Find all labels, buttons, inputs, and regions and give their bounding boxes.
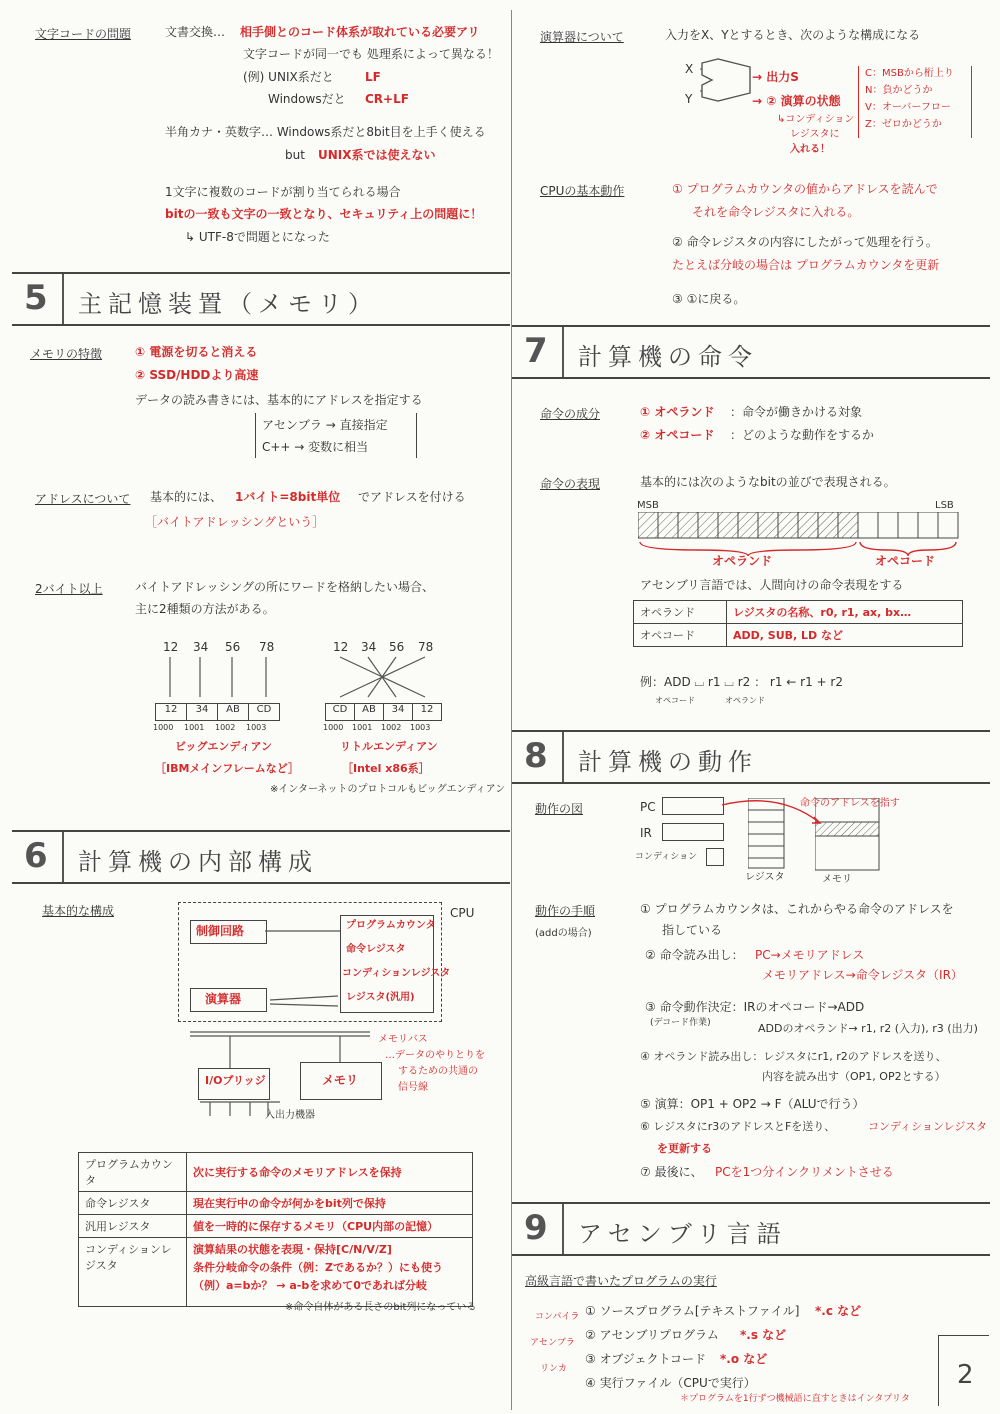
mem-feat1: ① 電源を切ると消える: [135, 345, 258, 359]
sec8-title: 計算機の動作: [578, 748, 758, 776]
flag-n: N：負かどうか: [865, 85, 933, 96]
pc-pointer-note: 命令のアドレスを指す: [800, 798, 900, 809]
little-endian-name: リトルエンディアン: [340, 740, 438, 753]
table-row: 汎用レジスタ 値を一時的に保存するメモリ（CPU内部の記憶）: [79, 1215, 473, 1238]
big-addr-2: 1002: [215, 723, 236, 732]
alu-intro: 入力をX、Yとするとき、次のような構成になる: [665, 28, 921, 42]
step3b: (デコード作業): [650, 1018, 711, 1028]
alu-state-sub2: レジスタに: [790, 129, 840, 140]
big-addr-1: 1001: [184, 723, 205, 732]
char-code-line4a: Windowsだと: [268, 92, 346, 106]
sec5-number: 5: [24, 278, 48, 318]
pc-box: [662, 797, 724, 815]
char-code-line6b: UNIX系では使えない: [318, 148, 436, 162]
big-byte-3: CD: [248, 703, 280, 721]
little-byte-0: CD: [325, 703, 355, 721]
little-addr-2: 1002: [381, 723, 402, 732]
step3a: ③ 命令動作決定：IRのオペコード→ADD: [645, 1000, 865, 1014]
big-addr-0: 1000: [153, 723, 174, 732]
instr-repr-line: 基本的には次のようなbitの並びで表現される。: [640, 475, 896, 489]
hll-note: ＊プログラムを1行ずつ機械語に直すときはインタプリタ: [680, 1394, 910, 1404]
alu-y: Y: [685, 92, 693, 106]
char-code-line3a: (例) UNIX系だと: [243, 70, 334, 84]
addr-line1b: 1バイト=8bit単位: [235, 490, 341, 504]
big-top-1: 34: [193, 640, 209, 654]
op-fig-label: 動作の図: [535, 802, 584, 816]
reg-0: プログラムカウンタ: [346, 920, 436, 931]
step5: ⑤ 演算：OP1 + OP2 → F（ALUで行う）: [640, 1097, 865, 1111]
big-endian-name: ビッグエンディアン: [175, 740, 273, 753]
tool-assembler: アセンブラ: [530, 1338, 575, 1348]
alu-out: → 出力S: [752, 70, 799, 84]
little-top-2: 56: [389, 640, 405, 654]
step1a: ① プログラムカウンタは、これからやる命令のアドレスを: [640, 902, 954, 916]
char-code-line1b: 相手側とのコード体系が取れている必要アリ: [240, 25, 480, 39]
little-top-3: 78: [418, 640, 434, 654]
reg-2: コンディションレジスタ: [342, 968, 451, 979]
flag-v: V：オーバーフロー: [865, 102, 951, 113]
char-code-line8: bitの一致も文字の一致となり、セキュリティ上の問題に！: [165, 207, 483, 221]
instr-repr-label: 命令の表現: [540, 477, 601, 491]
io-device: 入出力機器: [265, 1110, 315, 1121]
mem-rw-line: データの読み書きには、基本的にアドレスを指定する: [135, 393, 423, 407]
char-code-line7: 1文字に複数のコードが割り当てられる場合: [165, 185, 401, 199]
hll-item-2a: ③ オブジェクトコード: [585, 1352, 707, 1366]
pc-label: PC: [640, 800, 656, 814]
hll-item-0a: ① ソースプログラム[テキストファイル]: [585, 1304, 800, 1318]
steps-sub: (addの場合): [535, 928, 592, 939]
step2c: メモリアドレス→命令レジスタ（IR）: [762, 968, 963, 982]
little-byte-2: 34: [383, 703, 413, 721]
mem-feat2: ② SSD/HDDより高速: [135, 368, 259, 382]
msb-label: MSB: [637, 500, 659, 511]
sec7-title: 計算機の命令: [578, 343, 758, 371]
big-addr-3: 1003: [246, 723, 267, 732]
sec5-title: 主記憶装置（メモリ）: [78, 290, 378, 318]
reg-3: レジスタ(汎用): [346, 992, 415, 1003]
operand-brace-label: オペランド: [712, 554, 773, 568]
cpu-step1b: それを命令レジスタに入れる。: [692, 205, 860, 219]
instr-e2a: ② オペコード: [640, 428, 715, 442]
alu-x: X: [685, 62, 694, 76]
little-byte-3: 12: [412, 703, 442, 721]
two-byte-line1: バイトアドレッシングの所にワードを格納したい場合、: [135, 580, 434, 594]
sec6-note: ※命令自体がある長さのbit列になっている: [285, 1302, 477, 1313]
little-top-1: 34: [361, 640, 377, 654]
little-addr-1: 1001: [352, 723, 373, 732]
two-byte-line2: 主に2種類の方法がある。: [135, 602, 275, 616]
char-code-line4b: CR+LF: [365, 92, 409, 106]
table-row: コンディションレジスタ 演算結果の状態を表現・保持[C/N/V/Z] 条件分岐命令の条件（例：Zであるか？）にも使う （例）a=bか？ → a-bを求めて0であれば分岐: [79, 1238, 473, 1307]
cpu-step2a: ② 命令レジスタの内容にしたがって処理を行う。: [672, 235, 938, 249]
cpu-label: CPU: [450, 906, 475, 920]
two-byte-label: 2バイト以上: [35, 582, 103, 596]
step7a: ⑦ 最後に、: [640, 1165, 703, 1179]
little-top-0: 12: [333, 640, 349, 654]
ctrl-circuit: 制御回路: [196, 924, 245, 938]
char-code-line1a: 文書交換…: [165, 25, 226, 39]
step3c: ADDのオペランド→ r1, r2 (入力), r3 (出力): [758, 1022, 978, 1035]
step6b: コンディションレジスタ: [868, 1120, 988, 1133]
big-endian-ex: ［IBMメインフレームなど］: [155, 762, 299, 775]
hll-item-3a: ④ 実行ファイル（CPUで実行）: [585, 1376, 756, 1390]
addr-line2: ［バイトアドレッシングという］: [145, 515, 325, 529]
big-byte-0: 12: [155, 703, 187, 721]
flag-c: C：MSBから桁上り: [865, 68, 954, 79]
little-addr-3: 1003: [410, 723, 431, 732]
asm-example-sub2: オペランド: [725, 696, 765, 705]
instr-e2b: ：どのような動作をするか: [730, 428, 875, 442]
cond-label: コンディション: [635, 852, 698, 862]
char-code-line5: 半角カナ・英数字… Windows系だと8bit目を上手く使える: [165, 125, 486, 139]
reg-1: 命令レジスタ: [346, 944, 406, 955]
lsb-label: LSB: [935, 500, 954, 511]
steps-label: 動作の手順: [535, 904, 596, 918]
little-byte-1: AB: [354, 703, 384, 721]
char-code-line6a: but: [285, 148, 305, 162]
char-code-line3b: LF: [365, 70, 381, 84]
alu-section-label: 演算器について: [540, 30, 624, 44]
ir-box: [662, 823, 724, 841]
step1b: 指している: [662, 923, 723, 937]
little-addr-0: 1000: [323, 723, 344, 732]
alu-label: 演算器: [205, 992, 242, 1006]
basic-config-label: 基本的な構成: [42, 904, 115, 918]
big-byte-1: 34: [186, 703, 218, 721]
addr-label: アドレスについて: [35, 492, 131, 506]
alu-state: → ② 演算の状態: [752, 94, 841, 108]
step6c: を更新する: [657, 1142, 712, 1155]
tool-compiler: コンパイラ: [535, 1312, 580, 1322]
big-top-0: 12: [163, 640, 179, 654]
ir-label: IR: [640, 826, 652, 840]
table-row: オペコード ADD, SUB, LD など: [634, 624, 963, 647]
asm-example: 例：ADD ⌴ r1 ⌴ r2 ： r1 ← r1 + r2: [640, 675, 843, 689]
cpu-step1a: ① プログラムカウンタの値からアドレスを読んで: [672, 182, 938, 196]
table-row: プログラムカウンタ 次に実行する命令のメモリアドレスを保持: [79, 1153, 473, 1192]
addr-line1c: でアドレスを付ける: [358, 490, 466, 504]
char-code-line9: ↳ UTF-8で問題とになった: [185, 230, 330, 244]
mem-label-8: メモリ: [822, 874, 852, 885]
hll-item-1a: ② アセンブリプログラム: [585, 1328, 719, 1342]
instr-e1a: ① オペランド: [640, 405, 715, 419]
cpu-step3: ③ ①に戻る。: [672, 292, 746, 306]
bus-note-3: するための共通の: [398, 1066, 478, 1077]
big-byte-2: AB: [217, 703, 249, 721]
page-number: 2: [957, 1360, 974, 1390]
mem-asm-line: アセンブラ → 直接指定: [262, 418, 388, 432]
flag-z: Z：ゼロかどうか: [865, 119, 942, 130]
cond-box: [706, 848, 724, 866]
sec6-number: 6: [24, 836, 48, 876]
instr-e1b: ：命令が働きかける対象: [730, 405, 863, 419]
alu-state-sub3: 入れる！: [790, 144, 830, 155]
io-bridge: I/Oブリッジ: [205, 1074, 266, 1087]
asm-table: [633, 600, 963, 647]
table-row: 命令レジスタ 現在実行中の命令が何かをbit列で保持: [79, 1192, 473, 1215]
memory-label: メモリ: [322, 1073, 359, 1087]
asm-repr-line: アセンブリ言語では、人間向けの命令表現をする: [640, 578, 904, 592]
table-row: オペランド レジスタの名称、r0, r1, ax, bx…: [634, 601, 963, 624]
hll-item-2b: *.o など: [720, 1352, 768, 1366]
reg-label: レジスタ: [745, 872, 785, 883]
step6a: ⑥ レジスタにr3のアドレスとFを送り、: [640, 1120, 836, 1133]
step4a: ④ オペランド読み出し：レジスタにr1, r2のアドレスを送り、: [640, 1050, 947, 1063]
sec8-number: 8: [524, 736, 548, 776]
center-divider: [511, 10, 512, 1410]
tool-linker: リンカ: [540, 1364, 568, 1374]
big-top-2: 56: [225, 640, 241, 654]
bus-note-1: メモリバス: [378, 1034, 428, 1045]
mem-feat-label: メモリの特徴: [30, 347, 103, 361]
hll-exec-label: 高級言語で書いたプログラムの実行: [525, 1274, 717, 1288]
instr-elem-label: 命令の成分: [540, 407, 601, 421]
mem-cpp-line: C++ → 変数に相当: [262, 440, 369, 454]
char-code-label: 文字コードの問題: [35, 27, 132, 41]
step7b: PCを1つ分インクリメントさせる: [715, 1165, 894, 1179]
bus-note-2: …データのやりとりを: [385, 1050, 485, 1061]
alu-shape: [700, 55, 760, 105]
cpu-basic-label: CPUの基本動作: [540, 184, 625, 198]
endian-note: ※インターネットのプロトコルもビッグエンディアン: [270, 784, 506, 795]
sec6-title: 計算機の内部構成: [78, 848, 318, 876]
step4b: 内容を読み出す（OP1, OP2とする）: [762, 1070, 946, 1083]
big-top-3: 78: [259, 640, 275, 654]
bus-note-4: 信号線: [398, 1082, 428, 1093]
opcode-brace-label: オペコード: [875, 554, 936, 568]
alu-state-sub1: ↳コンディション: [777, 114, 855, 125]
step2b: PC→メモリアドレス: [755, 948, 865, 962]
little-endian-ex: ［Intel x86系］: [342, 762, 430, 775]
step2a: ② 命令読み出し：: [645, 948, 744, 962]
asm-example-sub1: オペコード: [655, 696, 695, 705]
sec9-number: 9: [524, 1208, 548, 1248]
addr-line1a: 基本的には、: [150, 490, 223, 504]
sec9-title: アセンブリ言語: [578, 1220, 787, 1248]
register-table: [78, 1152, 473, 1307]
hll-item-0b: *.c など: [815, 1304, 862, 1318]
sec7-number: 7: [524, 331, 548, 371]
cpu-step2b: たとえば分岐の場合は プログラムカウンタを更新: [672, 258, 940, 272]
char-code-line2: 文字コードが同一でも 処理系によって異なる！: [243, 47, 499, 61]
hll-item-1b: *.s など: [740, 1328, 787, 1342]
